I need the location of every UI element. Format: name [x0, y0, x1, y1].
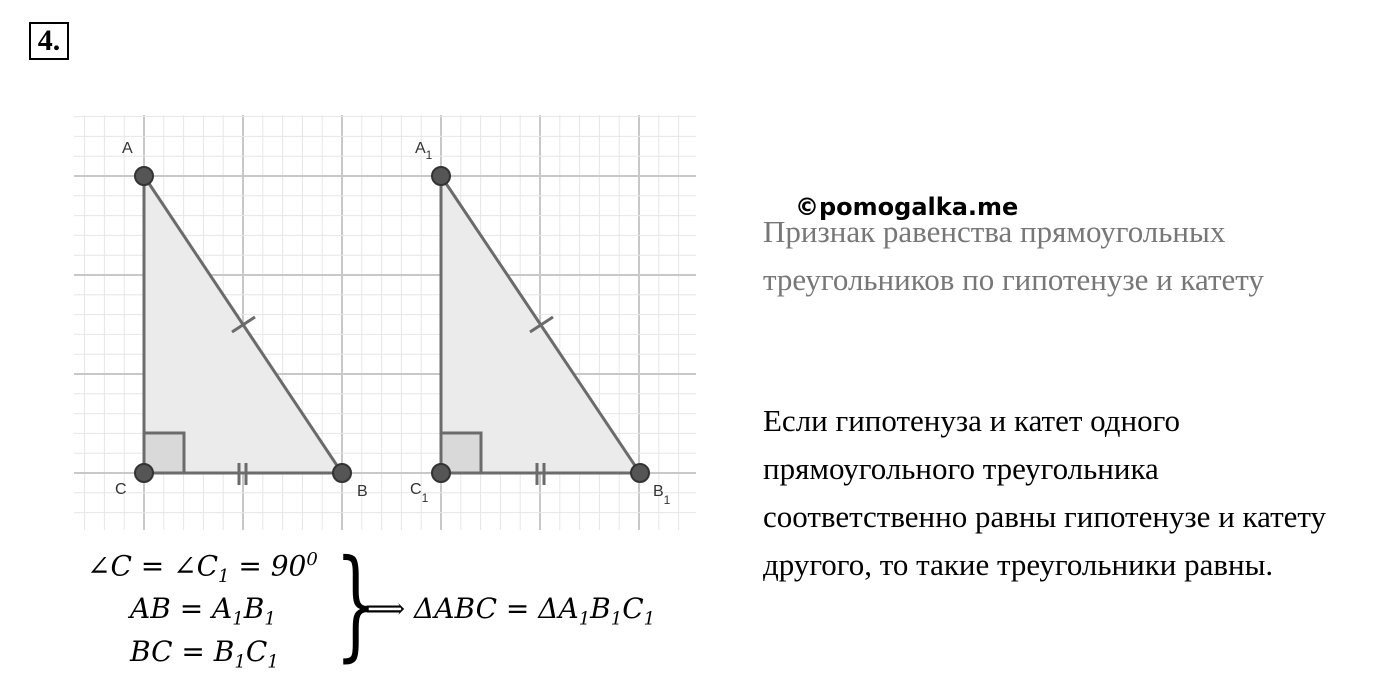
right-brace: } — [335, 535, 377, 674]
math-proof — [85, 535, 705, 680]
point-c1 — [432, 464, 450, 482]
label-b1: $B_1$ — [653, 483, 671, 507]
label-c1: $C_1$ — [410, 481, 429, 505]
math-conclusion: ⟹ $\Delta ABC = \Delta A_1B_1C_1$ — [365, 592, 656, 630]
watermark: ©pomogalka.me — [795, 193, 1019, 221]
label-a: A — [122, 140, 133, 157]
point-b — [333, 464, 351, 482]
point-a1 — [432, 167, 450, 185]
point-b1 — [631, 464, 649, 482]
point-a — [135, 167, 153, 185]
theorem-text: Если гипотенуза и катет одного прямоугольного треугольника соответственно равны гипотенузе и катету другого, то такие треугольники равны. — [763, 403, 1327, 582]
triangle-abc — [115, 140, 368, 500]
problem-number: 4. — [29, 22, 69, 60]
label-b: B — [357, 483, 368, 500]
label-a1: $A_1$ — [415, 140, 433, 162]
point-c — [135, 464, 153, 482]
math-angle-equality: ∠C = $\angle C_1 = 90^0$ — [87, 549, 318, 587]
geometry-figure — [60, 105, 710, 545]
label-c: C — [115, 481, 127, 498]
math-hypotenuse-equality: AB = $A_1B_1$ — [130, 592, 276, 630]
math-leg-equality: BC = $B_1C_1$ — [130, 635, 279, 673]
theorem-title: Признак равенства прямоугольных треугольников по гипотенузе и катету — [763, 214, 1264, 297]
